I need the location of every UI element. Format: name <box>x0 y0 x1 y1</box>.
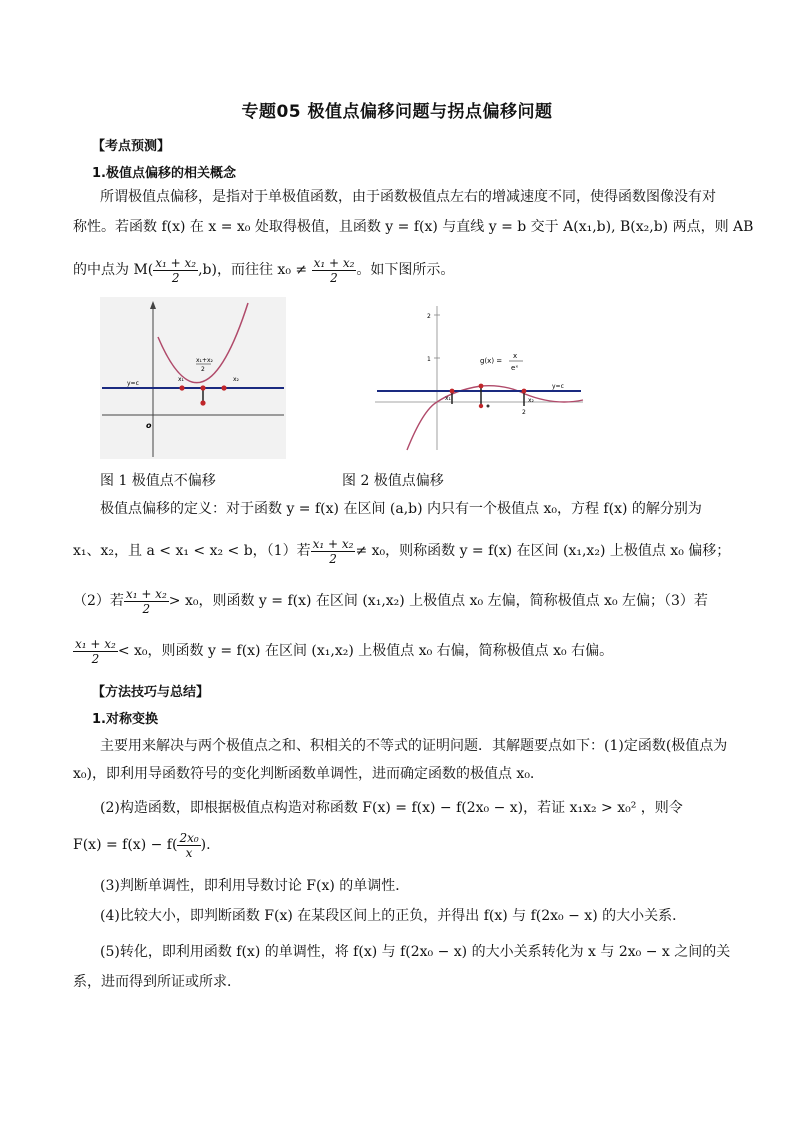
line-label: y=c <box>127 380 139 387</box>
text-fragment: （2）若 <box>73 593 124 609</box>
paragraph-line: 称性。若函数 f(x) 在 x = x₀ 处取得极值，且函数 y = f(x) 与直线 y = b 交于 A(x₁,b), B(x₂,b) 两点，则 AB <box>73 219 754 235</box>
point-midpoint <box>200 385 205 390</box>
figure-1-background <box>100 297 286 459</box>
text-fragment: > x₀，则函数 y = f(x) 在区间 (x₁,x₂) 上极值点 x₀ 左偏，简称极值点 x₀ 左偏；（3）若 <box>168 593 708 609</box>
x1-label: x₁ <box>178 376 184 383</box>
paragraph-line: 所谓极值点偏移，是指对于单极值函数，由于函数极值点左右的增减速度不同，使得函数图像没有对 <box>100 189 716 205</box>
figure-2-caption: 图 2 极值点偏移 <box>342 473 444 489</box>
text-fragment: ). <box>200 837 211 853</box>
subsection-heading-symmetric: 1.对称变换 <box>92 712 158 727</box>
point-vertex <box>200 400 205 405</box>
text-fragment: 。如下图所示。 <box>356 262 455 278</box>
page-title: 专题05 极值点偏移问题与拐点偏移问题 <box>241 102 553 122</box>
point-midpoint <box>487 405 490 408</box>
text-fragment: F(x) = f(x) − f( <box>73 837 178 853</box>
definition-line <box>73 582 723 620</box>
figure-1-graph <box>100 297 286 459</box>
line-label: y=c <box>552 383 564 390</box>
figure-1-caption: 图 1 极值点不偏移 <box>100 473 216 489</box>
text-fragment: x₁、x₂，且 a < x₁ < x₂ < b，（1）若 <box>73 543 311 559</box>
fraction-midpoint: $\frac{\text{x₁ + x₂}}{2}$ <box>155 255 197 285</box>
point-extremum <box>479 384 484 389</box>
g-curve <box>407 386 583 450</box>
point-x0 <box>479 404 483 408</box>
paragraph-line: (2)构造函数，即根据极值点构造对称函数 F(x) = f(x) − f(2x₀ − x)，若证 x₁x₂ > x₀² ，则令 <box>100 800 683 816</box>
definition-line: 极值点偏移的定义：对于函数 y = f(x) 在区间 (a,b) 内只有一个极值点 x₀，方程 f(x) 的解分别为 <box>100 501 702 517</box>
paragraph-line: (5)转化，即利用函数 f(x) 的单调性，将 f(x) 与 f(2x₀ − x) 的大小关系转化为 x 与 2x₀ − x 之间的关 <box>100 944 731 960</box>
fraction-2x0-over-x: $\frac{\text{2x₀}}{x}$ <box>179 830 199 860</box>
definition-line <box>73 632 723 670</box>
figure-2-graph <box>375 300 585 452</box>
point-x2 <box>522 389 527 394</box>
fraction-midpoint: $\frac{\text{x₁ + x₂}}{2}$ <box>312 536 354 566</box>
x-tick-label-2: 2 <box>522 409 526 416</box>
paragraph-line: x₀)，即利用导函数符号的变化判断函数单调性，进而确定函数的极值点 x₀. <box>73 766 535 782</box>
point-x1 <box>450 389 455 394</box>
x1-label: x₁ <box>445 395 451 402</box>
fraction-midpoint: $\frac{\text{x₁ + x₂}}{2}$ <box>125 586 167 616</box>
point-x1 <box>179 385 184 390</box>
x2-label: x₂ <box>528 397 534 404</box>
function-label-numerator: x <box>513 352 518 360</box>
section-header-prediction: 【考点预测】 <box>92 139 171 154</box>
point-x2 <box>221 385 226 390</box>
midpoint-label-denominator: 2 <box>201 366 205 373</box>
text-fragment: 的中点为 M( <box>73 262 154 278</box>
definition-line <box>73 532 731 570</box>
paragraph-line: (4)比较大小，即判断函数 F(x) 在某段区间上的正负，并得出 f(x) 与 f(2x₀ − x) 的大小关系． <box>100 908 687 924</box>
function-label-lhs: g(x) = <box>480 357 503 365</box>
origin-label: o <box>146 421 152 430</box>
fraction-midpoint: $\frac{\text{x₁ + x₂}}{2}$ <box>313 255 355 285</box>
section-header-methods: 【方法技巧与总结】 <box>92 685 210 700</box>
function-label-denominator: eˣ <box>511 364 519 372</box>
subsection-heading-concept: 1.极值点偏移的相关概念 <box>92 166 236 181</box>
x2-label: x₂ <box>233 376 239 383</box>
paragraph-line <box>73 828 723 862</box>
fraction-midpoint: $\frac{\text{x₁ + x₂}}{2}$ <box>75 636 116 666</box>
paragraph-line: 系，进而得到所证或所求． <box>73 974 241 990</box>
paragraph-line: 主要用来解决与两个极值点之和、积相关的不等式的证明问题．其解题要点如下：(1)定函数(极值点为 <box>100 738 728 754</box>
y-tick-label-1: 1 <box>427 356 431 363</box>
text-fragment: < x₀，则函数 y = f(x) 在区间 (x₁,x₂) 上极值点 x₀ 右偏，简称极值点 x₀ 右偏。 <box>117 643 614 659</box>
midpoint-label-numerator: x₁+x₂ <box>196 357 213 364</box>
y-tick-label-2: 2 <box>427 313 431 320</box>
text-fragment: ,b)，而往往 x₀ ≠ <box>198 262 308 278</box>
paragraph-line-midpoint <box>73 253 723 287</box>
paragraph-line: (3)判断单调性，即利用导数讨论 F(x) 的单调性． <box>100 878 410 894</box>
text-fragment: ≠ x₀，则称函数 y = f(x) 在区间 (x₁,x₂) 上极值点 x₀ 偏移； <box>355 543 731 559</box>
